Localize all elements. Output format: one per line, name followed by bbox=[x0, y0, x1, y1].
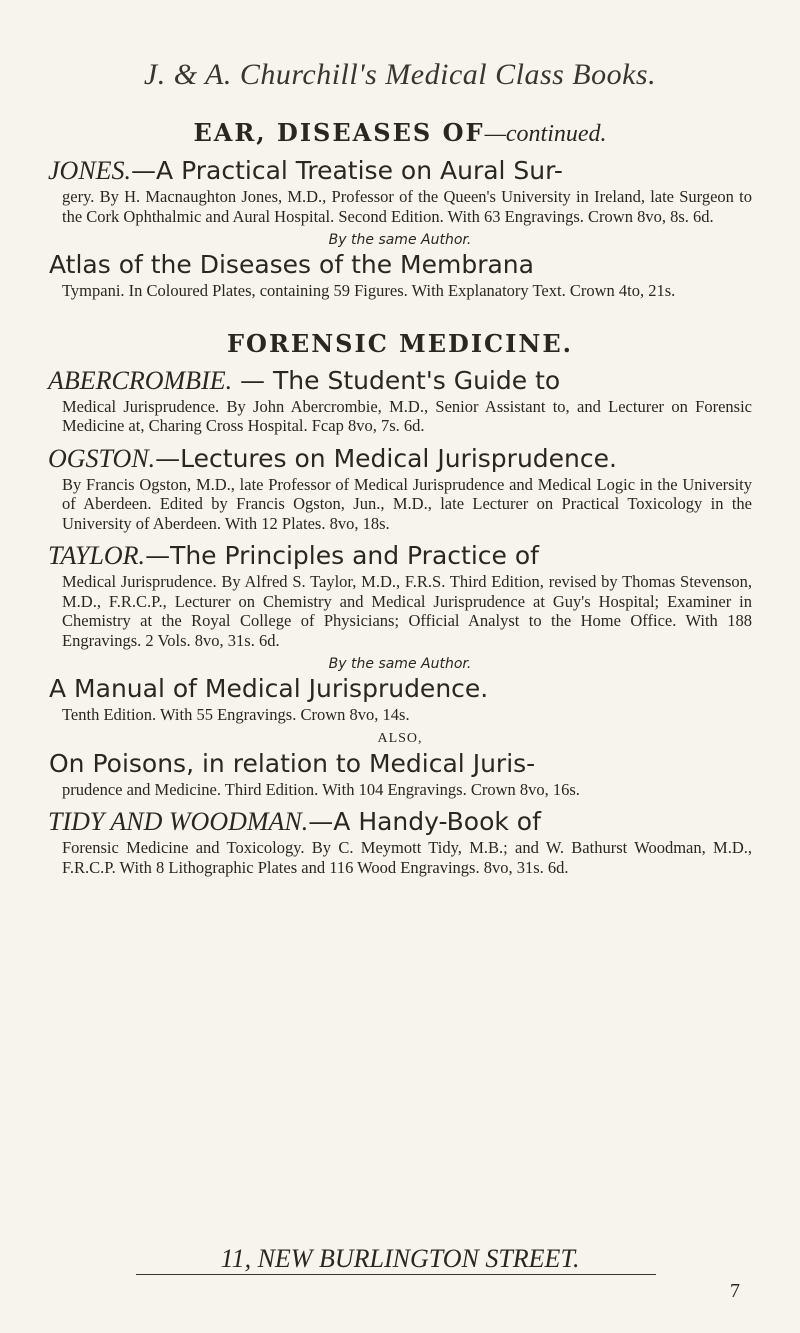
also-label: ALSO, bbox=[377, 730, 423, 746]
entry-title-text: —A Handy-Book of bbox=[308, 807, 541, 836]
entry-subtitle: A Manual of Medical Jurisprudence. bbox=[49, 674, 489, 703]
entry-author: TAYLOR. bbox=[48, 541, 146, 570]
entry-jones bbox=[48, 154, 752, 301]
section-heading-forensic: FORENSIC MEDICINE. bbox=[227, 328, 573, 358]
entry-description: Medical Jurisprudence. By Alfred S. Taylor, M.D., F.R.S. Third Edition, revised by Thomas Stevenson, M.D., F.R.C.P., Lecturer on Chemistry and Medical Jurisprudence at Guy's Hospital; Examiner in Chemistry at the Royal College of Physicians; Official Analyst to the Home Office. With 188 Engravings. 2 Vols. 8vo, 31s. 6d. bbox=[62, 572, 752, 650]
entry-subdescription: Tenth Edition. With 55 Engravings. Crown 8vo, 14s. bbox=[62, 705, 410, 724]
entry-abercrombie bbox=[48, 364, 752, 436]
page-content bbox=[48, 118, 752, 883]
entry-author: TIDY AND WOODMAN. bbox=[48, 807, 309, 836]
entry-description: Forensic Medicine and Toxicology. By C. Meymott Tidy, M.B.; and W. Bathurst Woodman, M.D., F.R.C.P. With 8 Lithographic Plates and 116 Wood Engravings. 8vo, 31s. 6d. bbox=[62, 838, 752, 877]
entry-tidy-woodman bbox=[48, 805, 752, 877]
page-number: 7 bbox=[730, 1280, 740, 1302]
entry-author: ABERCROMBIE. bbox=[48, 365, 233, 395]
section-heading-suffix: —continued. bbox=[484, 121, 607, 147]
entry-description: By Francis Ogston, M.D., late Professor of Medical Jurisprudence and Medical Logic in the University of Aberdeen. Edited by Francis Ogston, Jun., M.D., late Lecturer on Practical Toxicology in the University of Aberdeen. With 12 Plates. 8vo, 18s. bbox=[62, 474, 752, 533]
entry-title-text: —Lectures on Medical Jurisprudence. bbox=[155, 443, 617, 473]
entry-subdescription: Tympani. In Coloured Plates, containing 59 Figures. With Explanatory Text. Crown 4to, 21s. bbox=[62, 281, 676, 300]
section-heading-ear bbox=[48, 118, 752, 148]
entry-description: Medical Jurisprudence. By John Abercrombie, M.D., Senior Assistant to, and Lecturer on Forensic Medicine at, Charing Cross Hospital. Fcap 8vo, 7s. 6d. bbox=[62, 396, 752, 435]
entry-subtitle: Atlas of the Diseases of the Membrana bbox=[49, 250, 534, 279]
footer-rule bbox=[136, 1274, 656, 1275]
entry-subdescription-2: prudence and Medicine. Third Edition. With 104 Engravings. Crown 8vo, 16s. bbox=[62, 779, 580, 799]
entry-description: gery. By H. Macnaughton Jones, M.D., Professor of the Queen's University in Ireland, late Surgeon to the Cork Ophthalmic and Aural Hospital. Second Edition. With 63 Engravings. Crown 8vo, 8s. 6d. bbox=[62, 187, 752, 226]
entry-title bbox=[48, 364, 752, 397]
entry-title bbox=[48, 539, 752, 572]
running-head: J. & A. Churchill's Medical Class Books. bbox=[143, 58, 657, 91]
entry-title bbox=[48, 805, 752, 838]
entry-title-text: —A Practical Treatise on Aural Sur- bbox=[131, 156, 563, 185]
section-heading-text: EAR, DISEASES OF bbox=[193, 118, 485, 147]
footer-address: 11, NEW BURLINGTON STREET. bbox=[220, 1244, 580, 1273]
entry-ogston bbox=[48, 442, 752, 534]
entry-author: JONES. bbox=[48, 156, 132, 185]
entry-title bbox=[48, 154, 752, 187]
byline: By the same Author. bbox=[328, 232, 472, 248]
byline: By the same Author. bbox=[328, 656, 472, 672]
entry-taylor bbox=[48, 539, 752, 799]
entry-title-text: — The Student's Guide to bbox=[232, 365, 561, 395]
entry-title-text: —The Principles and Practice of bbox=[145, 541, 539, 570]
entry-subtitle-2: On Poisons, in relation to Medical Juris- bbox=[49, 748, 536, 778]
entry-author: OGSTON. bbox=[48, 443, 156, 473]
entry-title bbox=[48, 442, 752, 475]
